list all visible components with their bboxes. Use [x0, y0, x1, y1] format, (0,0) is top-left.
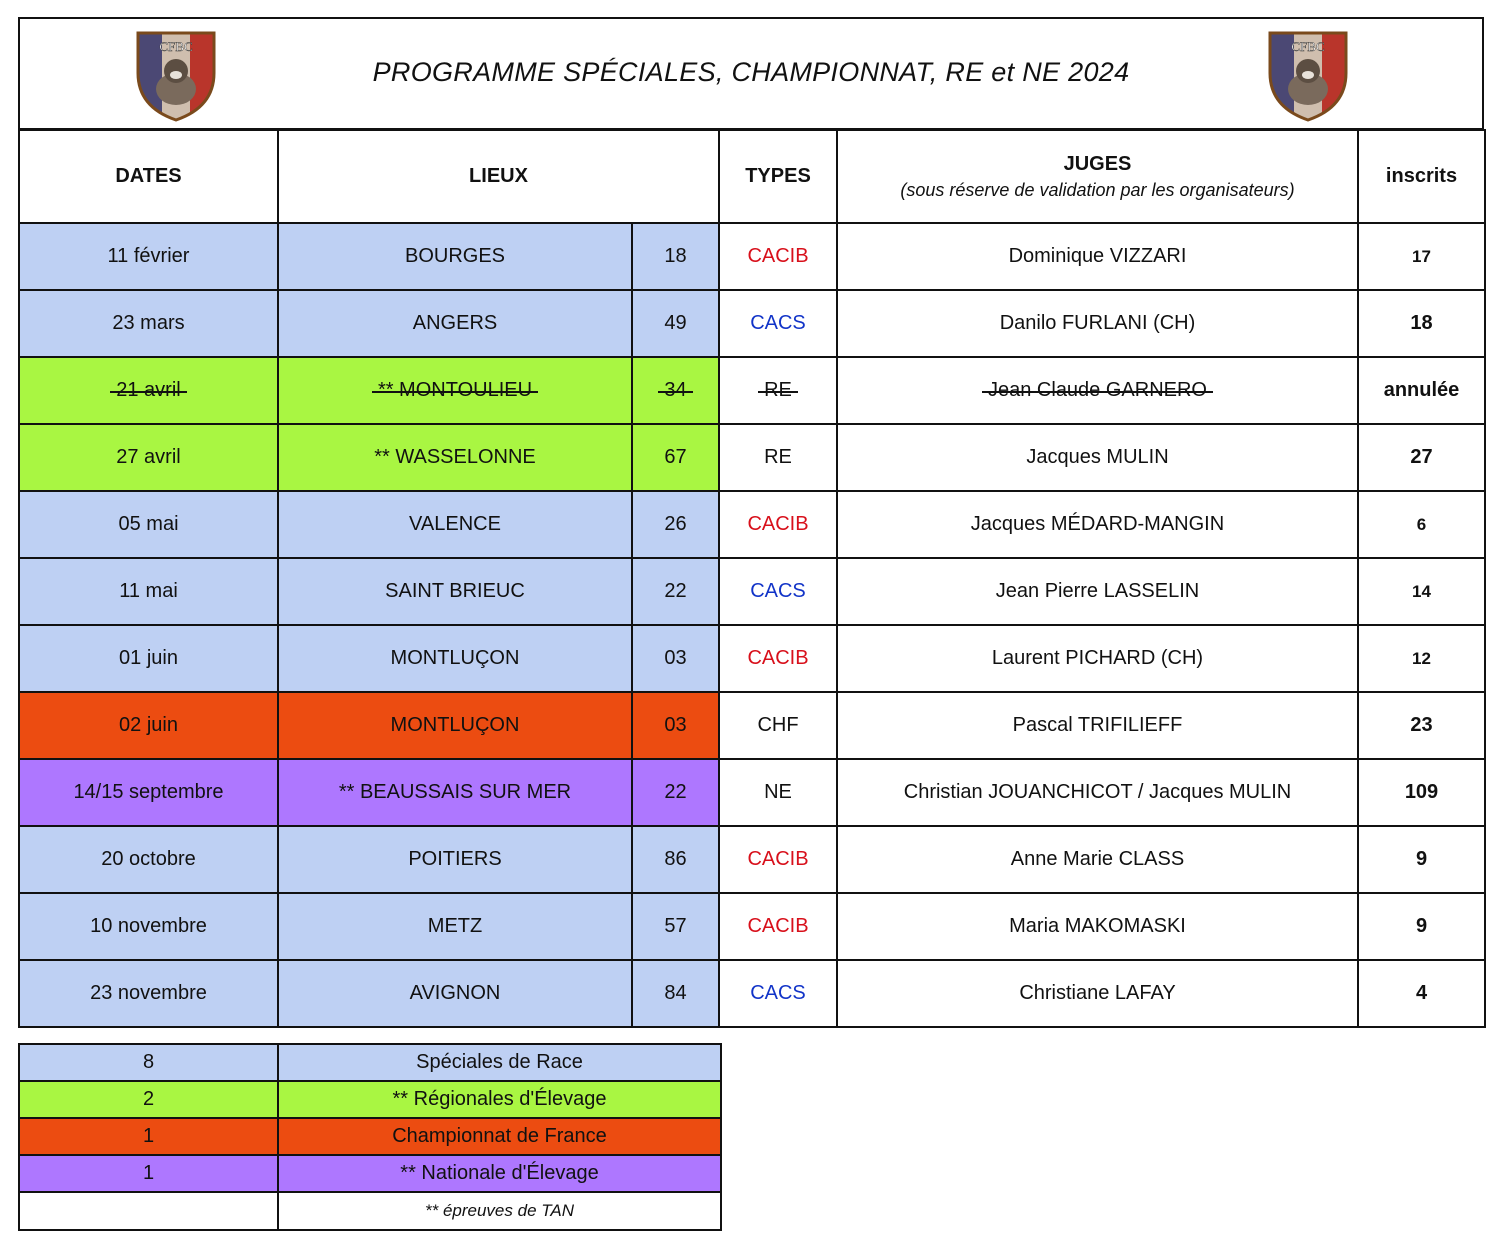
legend-empty-cell — [19, 1192, 278, 1230]
club-crest-logo-right — [1266, 27, 1350, 123]
legend-row-speciales — [19, 1044, 721, 1081]
events-table — [18, 129, 1486, 1028]
cell-inscrits: annulée — [1358, 357, 1485, 424]
cell-juge: Christiane LAFAY — [837, 960, 1358, 1027]
cell-lieu: ** BEAUSSAIS SUR MER — [278, 759, 632, 826]
cell-dept: 22 — [632, 759, 719, 826]
cell-lieu: MONTLUÇON — [278, 625, 632, 692]
cell-inscrits: 14 — [1358, 558, 1485, 625]
legend-row-regionales — [19, 1081, 721, 1118]
cell-juge — [837, 357, 1358, 424]
cell-inscrits: 17 — [1358, 223, 1485, 290]
cell-lieu: METZ — [278, 893, 632, 960]
page-title: PROGRAMME SPÉCIALES, CHAMPIONNAT, RE et NE 2024 — [372, 57, 1130, 87]
cell-juge: Christian JOUANCHICOT / Jacques MULIN — [837, 759, 1358, 826]
cell-date: 23 novembre — [19, 960, 278, 1027]
column-header-types: TYPES — [719, 130, 837, 223]
legend-label: ** Régionales d'Élevage — [278, 1081, 721, 1118]
cell-dept: 18 — [632, 223, 719, 290]
column-header-juges-label: JUGES — [1063, 152, 1132, 175]
cell-inscrits: 23 — [1358, 692, 1485, 759]
table-row — [19, 491, 1485, 558]
table-row — [19, 759, 1485, 826]
cell-type: CACIB — [719, 826, 837, 893]
table-row — [19, 692, 1485, 759]
table-row — [19, 424, 1485, 491]
cell-juge: Dominique VIZZARI — [837, 223, 1358, 290]
legend-label: ** Nationale d'Élevage — [278, 1155, 721, 1192]
legend-row-note — [19, 1192, 721, 1230]
table-row — [19, 223, 1485, 290]
table-row — [19, 960, 1485, 1027]
cell-date: 10 novembre — [19, 893, 278, 960]
legend-label: Spéciales de Race — [278, 1044, 721, 1081]
cell-date — [19, 357, 278, 424]
cell-inscrits: 12 — [1358, 625, 1485, 692]
cell-dept: 03 — [632, 692, 719, 759]
cell-date: 11 mai — [19, 558, 278, 625]
cell-date: 23 mars — [19, 290, 278, 357]
cell-inscrits: 4 — [1358, 960, 1485, 1027]
cell-lieu: BOURGES — [278, 223, 632, 290]
cell-lieu: ANGERS — [278, 290, 632, 357]
cell-type: CACS — [719, 558, 837, 625]
table-row — [19, 625, 1485, 692]
cell-lieu: AVIGNON — [278, 960, 632, 1027]
legend-label: Championnat de France — [278, 1118, 721, 1155]
cell-date: 20 octobre — [19, 826, 278, 893]
cell-type: CHF — [719, 692, 837, 759]
table-row — [19, 826, 1485, 893]
cell-date: 11 février — [19, 223, 278, 290]
cell-juge: Anne Marie CLASS — [837, 826, 1358, 893]
cell-type: CACS — [719, 290, 837, 357]
cell-lieu: VALENCE — [278, 491, 632, 558]
cell-dept: 49 — [632, 290, 719, 357]
cell-type: CACIB — [719, 625, 837, 692]
legend-row-nationale — [19, 1155, 721, 1192]
struck-text: 21 avril — [110, 379, 186, 402]
cell-lieu: POITIERS — [278, 826, 632, 893]
cell-juge: Laurent PICHARD (CH) — [837, 625, 1358, 692]
legend-count: 8 — [19, 1044, 278, 1081]
cell-lieu: ** WASSELONNE — [278, 424, 632, 491]
cell-type: CACIB — [719, 893, 837, 960]
cell-juge: Danilo FURLANI (CH) — [837, 290, 1358, 357]
cell-date: 27 avril — [19, 424, 278, 491]
table-header-row — [19, 130, 1485, 223]
cell-inscrits: 109 — [1358, 759, 1485, 826]
cell-type: CACS — [719, 960, 837, 1027]
cell-lieu: SAINT BRIEUC — [278, 558, 632, 625]
legend-row-championnat — [19, 1118, 721, 1155]
column-header-dates: DATES — [19, 130, 278, 223]
struck-text: Jean Claude GARNERO — [982, 379, 1213, 402]
cell-juge: Jean Pierre LASSELIN — [837, 558, 1358, 625]
column-header-lieux: LIEUX — [278, 130, 719, 223]
cell-type: RE — [719, 424, 837, 491]
cell-date: 05 mai — [19, 491, 278, 558]
table-row-cancelled — [19, 357, 1485, 424]
cell-juge: Pascal TRIFILIEFF — [837, 692, 1358, 759]
cell-inscrits: 18 — [1358, 290, 1485, 357]
legend-count: 1 — [19, 1155, 278, 1192]
cell-type — [719, 357, 837, 424]
cell-juge: Jacques MÉDARD-MANGIN — [837, 491, 1358, 558]
cell-date: 02 juin — [19, 692, 278, 759]
column-header-inscrits: inscrits — [1358, 130, 1485, 223]
table-row — [19, 290, 1485, 357]
legend-table — [18, 1043, 722, 1231]
svg-text:CFBC: CFBC — [159, 39, 193, 54]
struck-text: 34 — [658, 379, 692, 402]
cell-dept: 67 — [632, 424, 719, 491]
cell-date: 14/15 septembre — [19, 759, 278, 826]
cell-type: NE — [719, 759, 837, 826]
cell-lieu: MONTLUÇON — [278, 692, 632, 759]
cell-dept: 57 — [632, 893, 719, 960]
cell-inscrits: 9 — [1358, 893, 1485, 960]
struck-text: RE — [758, 379, 798, 402]
cell-type: CACIB — [719, 491, 837, 558]
cell-juge: Maria MAKOMASKI — [837, 893, 1358, 960]
cell-date: 01 juin — [19, 625, 278, 692]
column-header-juges-note: (sous réserve de validation par les organisateurs) — [900, 179, 1295, 200]
cell-type: CACIB — [719, 223, 837, 290]
cell-dept: 03 — [632, 625, 719, 692]
legend-count: 2 — [19, 1081, 278, 1118]
cell-juge: Jacques MULIN — [837, 424, 1358, 491]
cell-dept — [632, 357, 719, 424]
cell-inscrits: 27 — [1358, 424, 1485, 491]
page-header — [18, 17, 1484, 130]
struck-text: ** MONTOULIEU — [372, 379, 538, 402]
cell-inscrits: 9 — [1358, 826, 1485, 893]
svg-text:CFBC: CFBC — [1291, 39, 1325, 54]
cell-dept: 26 — [632, 491, 719, 558]
cell-dept: 86 — [632, 826, 719, 893]
table-row — [19, 893, 1485, 960]
cell-inscrits: 6 — [1358, 491, 1485, 558]
legend-note: ** épreuves de TAN — [278, 1192, 721, 1230]
column-header-juges — [837, 130, 1358, 223]
cell-dept: 84 — [632, 960, 719, 1027]
cell-dept: 22 — [632, 558, 719, 625]
legend-count: 1 — [19, 1118, 278, 1155]
cell-lieu — [278, 357, 632, 424]
table-row — [19, 558, 1485, 625]
